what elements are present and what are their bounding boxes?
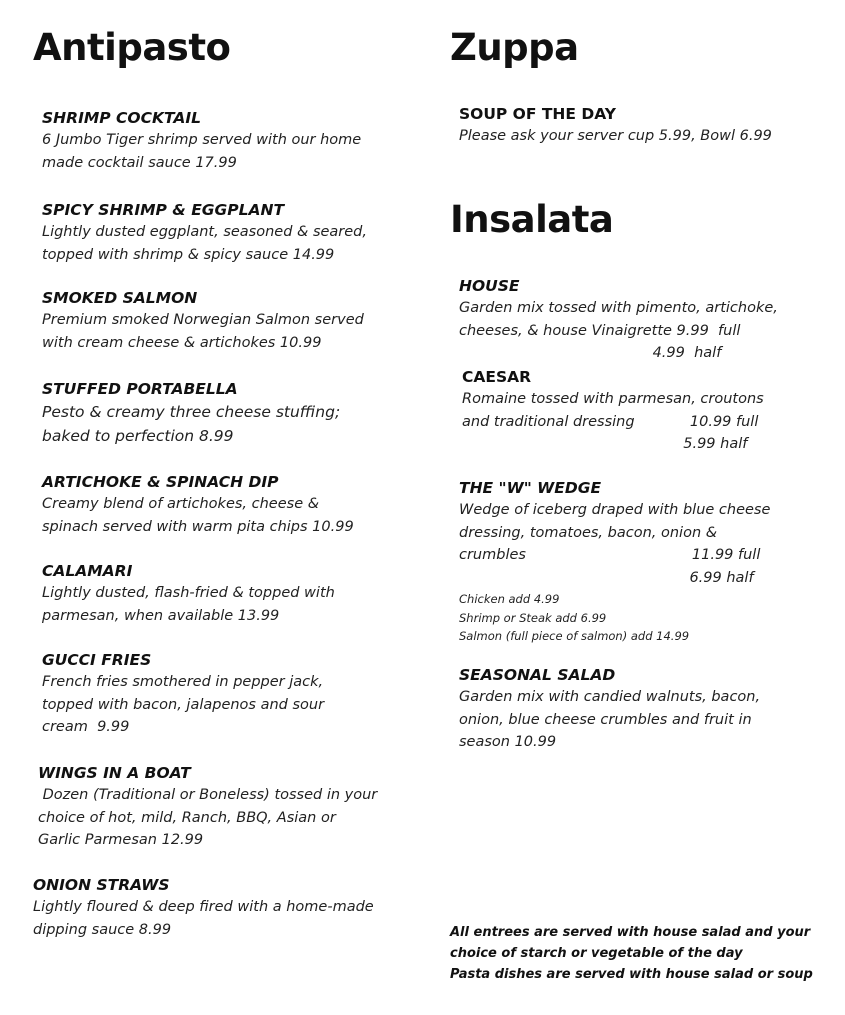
menu-item-description: baked to perfection 8.99 bbox=[42, 427, 234, 445]
menu-item bbox=[459, 103, 772, 148]
footer-line: choice of starch or vegetable of the day bbox=[450, 946, 743, 961]
menu-item-name: THE "W" WEDGE bbox=[459, 479, 602, 497]
menu-item-description: Lightly floured & deep fired with a home-made bbox=[33, 899, 374, 915]
menu-item-name: SPICY SHRIMP & EGGPLANT bbox=[42, 201, 285, 219]
menu-item-description: Pesto & creamy three cheese stuffing; bbox=[42, 403, 341, 421]
menu-item-name: SEASONAL SALAD bbox=[459, 666, 616, 684]
menu-item-description: Lightly dusted, flash-fried & topped with bbox=[42, 585, 335, 601]
menu-item-description: Romaine tossed with parmesan, croutons bbox=[462, 391, 764, 407]
menu-item-description: Lightly dusted eggplant, seasoned & seared, bbox=[42, 224, 367, 240]
addon-line: Shrimp or Steak add 6.99 bbox=[459, 610, 607, 625]
menu-item-name: GUCCI FRIES bbox=[42, 651, 152, 669]
menu-item-name: CAESAR bbox=[462, 368, 532, 386]
menu-item bbox=[42, 287, 364, 354]
menu-item bbox=[459, 477, 770, 589]
menu-item-name: ARTICHOKE & SPINACH DIP bbox=[42, 473, 279, 491]
menu-item-name: HOUSE bbox=[459, 277, 520, 295]
menu-item-description: season 10.99 bbox=[459, 734, 557, 750]
menu-item-description: 4.99 half bbox=[459, 345, 722, 361]
salad-addons bbox=[459, 590, 689, 646]
menu-item-name: SHRIMP COCKTAIL bbox=[42, 109, 201, 127]
menu-item-description: topped with bacon, jalapenos and sour bbox=[42, 696, 325, 713]
menu-item-description: cheeses, & house Vinaigrette 9.99 full bbox=[459, 322, 741, 339]
menu-item-description: parmesan, when available 13.99 bbox=[42, 607, 280, 624]
menu-item-name: SOUP OF THE DAY bbox=[459, 105, 616, 123]
menu-item bbox=[42, 107, 361, 174]
menu-item-description: 6 Jumbo Tiger shrimp served with our home bbox=[42, 132, 362, 148]
menu-item bbox=[459, 275, 778, 365]
menu-item-name: ONION STRAWS bbox=[33, 876, 170, 894]
menu-item-description: cream 9.99 bbox=[42, 719, 130, 735]
menu-item-description: Dozen (Traditional or Boneless) tossed in your bbox=[38, 787, 378, 803]
menu-item bbox=[42, 199, 367, 266]
section-title-antipasto: Antipasto bbox=[33, 26, 231, 69]
menu-item bbox=[33, 874, 374, 941]
menu-item-description: dressing, tomatoes, bacon, onion & bbox=[459, 524, 718, 541]
addon-line: Salmon (full piece of salmon) add 14.99 bbox=[459, 629, 690, 643]
section-title-insalata: Insalata bbox=[450, 198, 614, 241]
menu-item bbox=[462, 366, 764, 456]
menu-item bbox=[42, 560, 335, 627]
menu-item-description: with cream cheese & artichokes 10.99 bbox=[42, 334, 322, 351]
menu-item bbox=[42, 378, 340, 448]
menu-item-description: crumbles 11.99 full bbox=[459, 547, 761, 563]
menu-item-description: Garden mix tossed with pimento, artichoke, bbox=[459, 300, 778, 316]
menu-item-description: Please ask your server cup 5.99, Bowl 6.99 bbox=[459, 128, 772, 144]
addon-line: Chicken add 4.99 bbox=[459, 592, 560, 606]
footer-line: All entrees are served with house salad and your bbox=[450, 925, 811, 940]
footer-line: Pasta dishes are served with house salad or soup bbox=[450, 967, 813, 982]
menu-item-description: made cocktail sauce 17.99 bbox=[42, 154, 237, 171]
menu-item-description: onion, blue cheese crumbles and fruit in bbox=[459, 711, 752, 728]
menu-item-name: WINGS IN A BOAT bbox=[38, 764, 191, 782]
menu-item-description: spinach served with warm pita chips 10.99 bbox=[42, 518, 354, 535]
menu-item-name: CALAMARI bbox=[42, 562, 133, 580]
menu-item-name: STUFFED PORTABELLA bbox=[42, 380, 238, 398]
menu-item-description: choice of hot, mild, Ranch, BBQ, Asian or bbox=[38, 809, 336, 826]
menu-item-description: 5.99 half bbox=[462, 436, 748, 452]
menu-item-description: Wedge of iceberg draped with blue cheese bbox=[459, 502, 771, 518]
sirved-watermark: sirved bbox=[466, 827, 733, 920]
menu-item-description: topped with shrimp & spicy sauce 14.99 bbox=[42, 246, 335, 263]
menu-item-description: French fries smothered in pepper jack, bbox=[42, 674, 324, 690]
menu-item-description: Garlic Parmesan 12.99 bbox=[38, 832, 204, 848]
menu-item-description: 6.99 half bbox=[459, 569, 754, 586]
menu-item-description: Garden mix with candied walnuts, bacon, bbox=[459, 689, 761, 705]
menu-item-description: and traditional dressing 10.99 full bbox=[462, 413, 759, 430]
menu-item bbox=[42, 649, 324, 739]
menu-item bbox=[38, 762, 377, 852]
footer-note bbox=[450, 922, 813, 985]
menu-item bbox=[459, 664, 760, 754]
menu-item-description: Creamy blend of artichokes, cheese & bbox=[42, 496, 320, 512]
menu-item-description: Premium smoked Norwegian Salmon served bbox=[42, 312, 364, 328]
menu-item-description: dipping sauce 8.99 bbox=[33, 921, 172, 938]
menu-item-name: SMOKED SALMON bbox=[42, 289, 198, 307]
menu-item bbox=[42, 471, 354, 538]
section-title-zuppa: Zuppa bbox=[450, 26, 579, 69]
